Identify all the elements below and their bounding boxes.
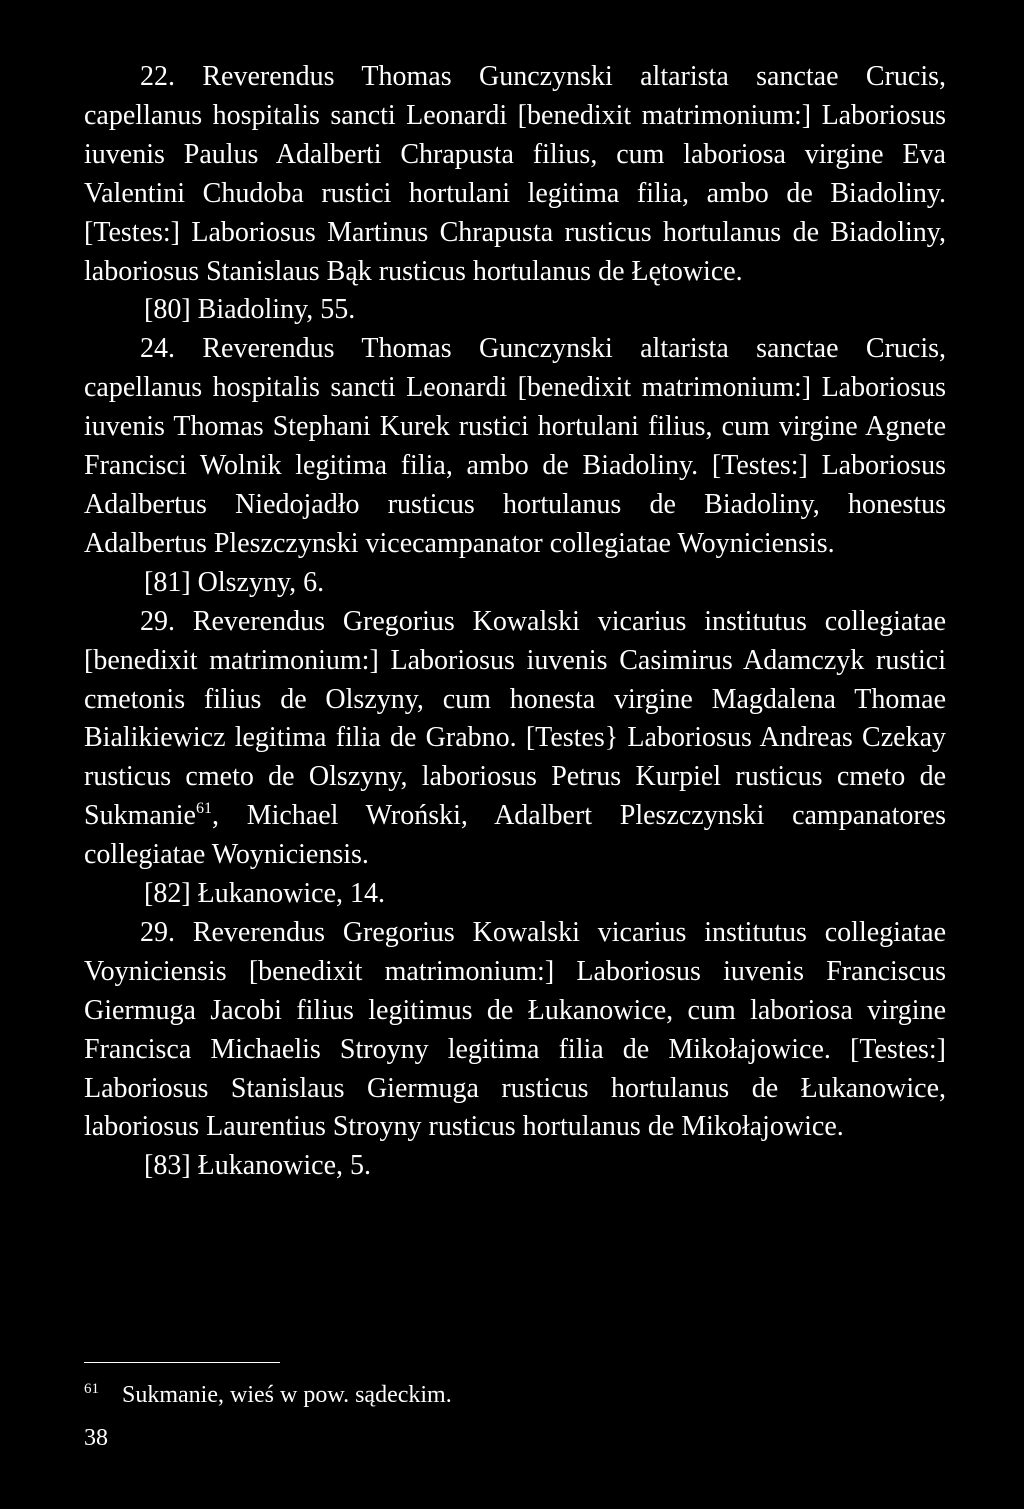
footnote-reference: 61 [196, 800, 212, 818]
page-body [84, 58, 946, 1186]
footnote-mark: 61 [84, 1381, 99, 1397]
entry-29b-text: 29. Reverendus Gregorius Kowalski vicarius institutus collegiatae Voyniciensis [benedixit matrimonium:] Laboriosus iuvenis Franciscus Giermuga Jacobi filius legitimus de Łukanowice, cum laboriosa virgine Francisca Michaelis Stroyny legitima filia de Mikołajowice. [Testes:] Laboriosus Stanislaus Giermuga rusticus hortulanus de Łukanowice, laboriosus Laurentius Stroyny rusticus hortulanus de Mikołajowice. [84, 916, 946, 1143]
footnote-text: Sukmanie, wieś w pow. sądeckim. [122, 1382, 452, 1408]
entry-22-text: 22. Reverendus Thomas Gunczynski altarista sanctae Crucis, capellanus hospitalis sancti Leonardi [benedixit matrimonium:] Laboriosus iuvenis Paulus Adalberti Chrapusta filius, cum laboriosa virgine Eva Valentini Chudoba rustici hortulani legitima filia, ambo de Biadoliny. [Testes:] Laboriosus Martinus Chrapusta rusticus hortulanus de Biadoliny, laboriosus Stanislaus Bąk rusticus hortulanus de Łętowice. [84, 61, 946, 287]
entry-83-place: [83] Łukanowice, 5. [144, 1150, 372, 1182]
page-number: 38 [84, 1425, 108, 1451]
entry-82-place: [82] Łukanowice, 14. [144, 878, 386, 910]
entry-80-place: [80] Biadoliny, 55. [144, 294, 356, 326]
entry-81-place: [81] Olszyny, 6. [144, 566, 325, 598]
entry-29a-text [84, 603, 946, 875]
entry-29a-text-after-note: , Michael Wroński, Adalbert Pleszczynski campanatores collegiatae Woyniciensis. [84, 800, 946, 871]
entry-24-text: 24. Reverendus Thomas Gunczynski altarista sanctae Crucis, capellanus hospitalis sancti Leonardi [benedixit matrimonium:] Laboriosus iuvenis Thomas Stephani Kurek rustici hortulani filius, cum virgine Agnete Francisci Wolnik legitima filia, ambo de Biadoliny. [Testes:] Laboriosus Adalbertus Niedojadło rusticus hortulanus de Biadoliny, honestus Adalbertus Pleszczynski vicecampanator collegiatae Woyniciensis. [84, 333, 946, 559]
footnote-divider [84, 1362, 280, 1363]
footnote [84, 1374, 452, 1410]
entry-29a-text-before-note: 29. Reverendus Gregorius Kowalski vicarius institutus collegiatae [benedixit matrimonium:] Laboriosus iuvenis Casimirus Adamczyk rustici cmetonis filius de Olszyny, cum honesta virgine Magdalena Thomae Bialikiewicz legitima filia de Grabno. [Testes} Laboriosus Andreas Czekay rusticus cmeto de Olszyny, laboriosus Petrus Kurpiel rusticus cmeto de Sukmanie [84, 605, 946, 832]
